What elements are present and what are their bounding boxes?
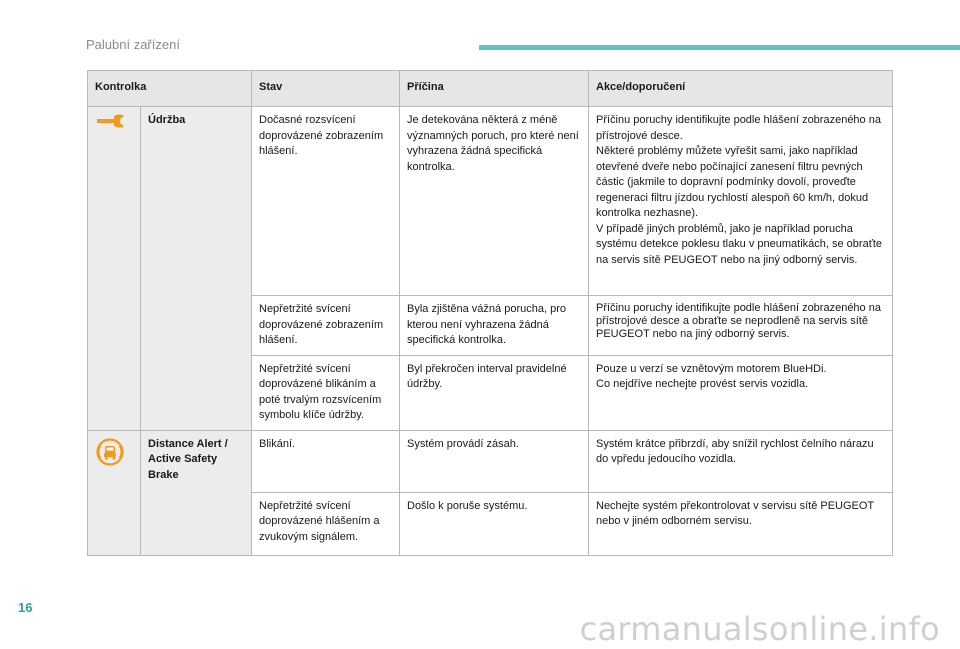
cause-cell: Byl překročen interval pravidelné údržby. <box>400 355 589 430</box>
table-header-row <box>88 71 893 107</box>
state-cell: Nepřetržité svícení doprovázené blikáním a poté trvalým rozsvícením symbolu klíče údržby. <box>252 355 400 430</box>
state-cell: Nepřetržité svícení doprovázené hlášením a zvukovým signálem. <box>252 492 400 555</box>
action-cell: Systém krátce přibrzdí, aby snížil rychlost čelního nárazu do vpředu jedoucího vozidla. <box>589 430 893 492</box>
action-cell: Nechejte systém překontrolovat v servisu sítě PEUGEOT nebo v jiném odborném servisu. <box>589 492 893 555</box>
action-line: Některé problémy můžete vyřešit sami, jako například otevřené dveře nebo počínající zanesení filtru pevných částic (jakmile to dopravní podmínky dovolí, proveďte regeneraci filtru jízdou rychlostí alespoň 60 km/h, dokud kontrolka nezhasne). <box>596 145 869 219</box>
action-line: Co nejdříve nechejte provést servis vozidla. <box>596 378 809 390</box>
cause-cell: Je detekována některá z méně významných poruch, pro které není vyhrazena žádná specifická kontrolka. <box>400 107 589 296</box>
column-header-pricina: Příčina <box>400 71 589 107</box>
action-line: V případě jiných problémů, jako je například porucha systému detekce poklesu tlaku v pneumatikách, se obraťte na servis sítě PEUGEOT nebo na jiný odborný servis. <box>596 222 882 266</box>
indicator-icon-cell <box>88 107 141 431</box>
watermark: carmanualsonline.info <box>579 610 940 648</box>
indicator-name: Údržba <box>141 107 252 431</box>
action-cell <box>589 107 893 296</box>
indicator-icon-cell <box>88 430 141 555</box>
table-row <box>88 107 893 296</box>
column-header-kontrolka: Kontrolka <box>88 71 252 107</box>
section-title: Palubní zařízení <box>86 37 180 52</box>
page-number: 16 <box>18 600 33 615</box>
state-cell: Blikání. <box>252 430 400 492</box>
warning-lights-table <box>87 70 893 556</box>
cause-cell: Došlo k poruše systému. <box>400 492 589 555</box>
state-cell: Nepřetržité svícení doprovázené zobrazením hlášení. <box>252 296 400 356</box>
action-cell <box>589 355 893 430</box>
collision-brake-icon <box>95 437 125 467</box>
table-row <box>88 430 893 492</box>
wrench-icon <box>95 113 127 129</box>
state-cell: Dočasné rozsvícení doprovázené zobrazením hlášení. <box>252 107 400 296</box>
column-header-akce: Akce/doporučení <box>589 71 893 107</box>
action-cell: Příčinu poruchy identifikujte podle hlášení zobrazeného na přístrojové desce a obraťte se neprodleně na servis sítě PEUGEOT nebo na jiný odborný servis. <box>589 296 893 356</box>
cause-cell: Byla zjištěna vážná porucha, pro kterou není vyhrazena žádná specifická kontrolka. <box>400 296 589 356</box>
action-line: Příčinu poruchy identifikujte podle hlášení zobrazeného na přístrojové desce. <box>596 114 881 142</box>
cause-cell: Systém provádí zásah. <box>400 430 589 492</box>
header-accent-bar <box>479 45 960 50</box>
indicator-name: Distance Alert / Active Safety Brake <box>141 430 252 555</box>
action-line: Pouze u verzí se vznětovým motorem BlueHDi. <box>596 362 827 375</box>
column-header-stav: Stav <box>252 71 400 107</box>
